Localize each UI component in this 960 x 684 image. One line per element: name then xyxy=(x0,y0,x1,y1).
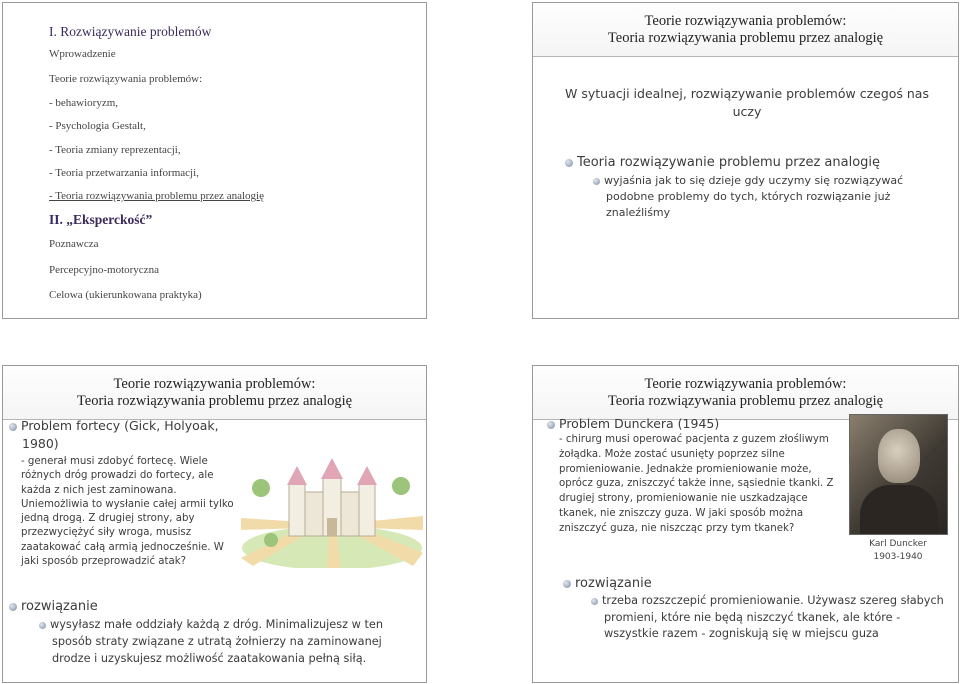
slide-header xyxy=(533,366,958,420)
outline-item: - Psychologia Gestalt, xyxy=(49,120,146,132)
bullet-text: Problem Dunckera (1945) xyxy=(559,416,720,431)
solution-item xyxy=(39,616,415,667)
solution-heading xyxy=(563,576,763,591)
intro-text: W sytuacji idealnej, rozwiązywanie problemów czegoś nas uczy xyxy=(565,86,929,119)
slide-fortress-problem xyxy=(2,365,427,683)
solution-label: rozwiązanie xyxy=(21,599,98,614)
solution-text: wysyłasz małe oddziały każdą z dróg. Minimalizujesz w ten sposób straty związane z utratą żołnierzy na zaminowanej drodze i uzyskujesz możliwość zaatakowania pełną siłą. xyxy=(50,618,384,665)
header-line-1: Teorie rozwiązywania problemów: xyxy=(644,376,847,392)
bullet-icon xyxy=(9,423,17,431)
outline-heading-1: I. Rozwiązywanie problemów xyxy=(49,24,212,39)
solution-item xyxy=(591,593,945,643)
solution-heading xyxy=(9,599,209,614)
photo-caption-name: Karl Duncker xyxy=(869,539,927,549)
outline-item: Percepcyjno-motoryczna xyxy=(49,264,159,276)
slide-header xyxy=(533,3,958,57)
portrait-face xyxy=(878,429,920,483)
slide-analogy-intro xyxy=(532,2,959,319)
header-line-1: Teorie rozwiązywania problemów: xyxy=(113,376,316,392)
outline-item: - behawioryzm, xyxy=(49,97,119,109)
bullet-icon xyxy=(563,580,571,588)
portrait-photo xyxy=(849,414,948,535)
bullet-icon xyxy=(547,421,555,429)
slide-header xyxy=(3,366,426,420)
bullet-icon xyxy=(39,622,46,629)
header-line-2: Teoria rozwiązywania problemu przez analogię xyxy=(607,30,884,46)
bullet-icon xyxy=(565,159,573,167)
slide-outline xyxy=(2,2,427,319)
castle-illustration xyxy=(241,448,423,568)
solution-label: rozwiązanie xyxy=(575,576,652,591)
sub-bullet-text: wyjaśnia jak to się dzieje gdy uczymy się rozwiązywać podobne problemy do tych, których rozwiązanie już znaleźliśmy xyxy=(604,174,904,219)
header-line-2: Teoria rozwiązywania problemu przez analogię xyxy=(607,393,884,409)
outline-item-current: - Teoria rozwiązywania problemu przez analogię xyxy=(49,190,264,202)
bullet-text: Problem fortecy (Gick, Holyoak, 1980) xyxy=(21,418,219,451)
problem-text: - generał musi zdobyć fortecę. Wiele różnych dróg prowadzi do fortecy, ale każda z nich jest zaminowana. Uniemożliwia to wysłanie całej armii tylko jedną drogą. Z drugiej strony, aby przezwyciężyć siły wroga, musisz zaatakować całą armią jednocześnie. W jaki sposób przeprowadzić atak? xyxy=(21,456,234,568)
bullet-icon xyxy=(593,178,600,185)
outline-item: Poznawcza xyxy=(49,238,99,250)
outline-item: - Teoria zmiany reprezentacji, xyxy=(49,144,181,156)
bullet-item xyxy=(565,155,945,170)
sub-bullet-item xyxy=(593,173,939,221)
photo-caption-years: 1903-1940 xyxy=(873,552,923,562)
outline-item: Celowa (ukierunkowana praktyka) xyxy=(49,289,202,301)
outline-heading-2: II. „Eksperckość” xyxy=(49,212,153,227)
header-line-1: Teorie rozwiązywania problemów: xyxy=(644,13,847,29)
bullet-icon xyxy=(9,603,17,611)
slide-duncker-problem xyxy=(532,365,959,683)
solution-text: trzeba rozszczepić promieniowanie. Używasz szereg słabych promieni, które nie będą niszczyć tkanek, ale które - wszystkie razem - zogniskują się w miejscu guza xyxy=(602,594,944,640)
header-line-2: Teoria rozwiązywania problemu przez analogię xyxy=(76,393,353,409)
bullet-item xyxy=(547,416,837,431)
outline-item: - Teoria przetwarzania informacji, xyxy=(49,167,199,179)
portrait-coat xyxy=(860,485,938,534)
outline-item: Teorie rozwiązywania problemów: xyxy=(49,73,203,85)
bullet-text: Teoria rozwiązywanie problemu przez analogię xyxy=(577,155,881,170)
problem-text: - chirurg musi operować pacjenta z guzem złośliwym żołądka. Może zostać usunięty poprzez silne promieniowanie. Jednakże promieniowanie może, oprócz guza, zniszczyć także inne, sąsiednie tkanki. Z drugiej strony, promieniowanie nie uszkadzające tkanek, nie zniszczy guza. W jaki sposób można zniszczyć guza, nie niszcząc przy tym tkanek? xyxy=(559,434,834,534)
bullet-icon xyxy=(591,598,598,605)
bullet-item xyxy=(9,417,234,453)
outline-item: Wprowadzenie xyxy=(49,48,116,60)
